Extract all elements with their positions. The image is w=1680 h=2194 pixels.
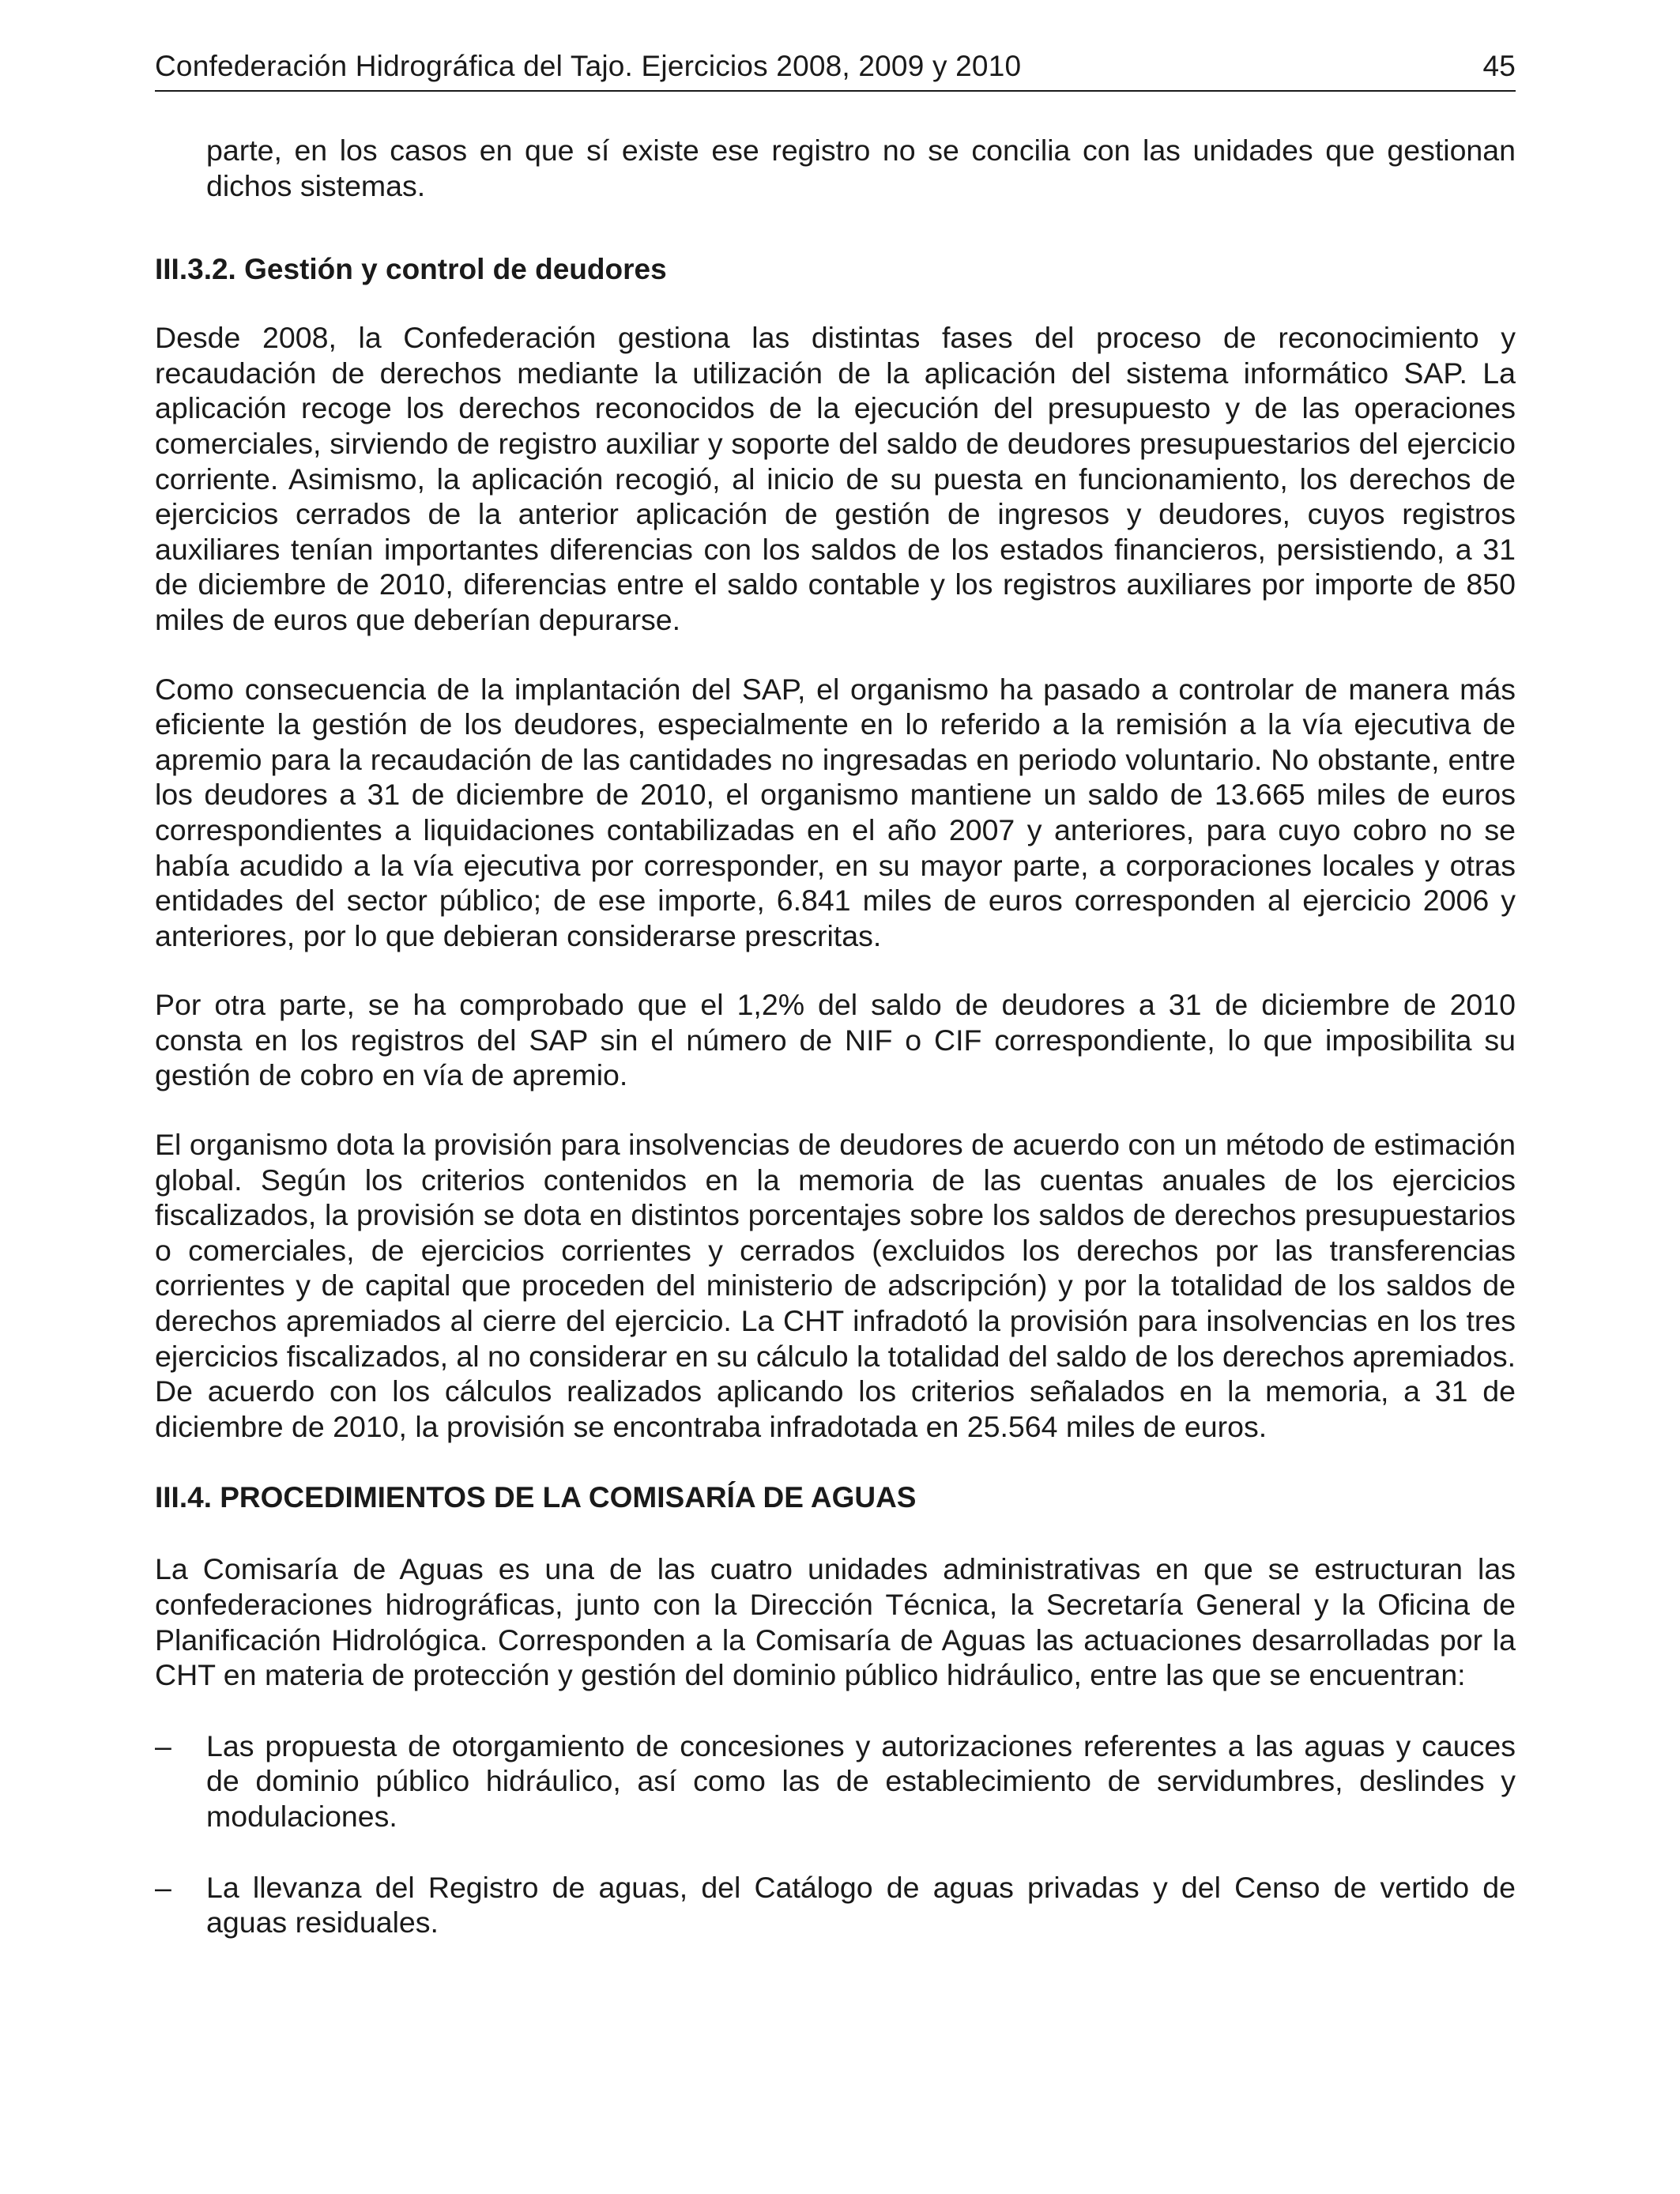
header-title: Confederación Hidrográfica del Tajo. Ejercicios 2008, 2009 y 2010 xyxy=(155,50,1022,82)
section-heading-comisaria-aguas: III.4. PROCEDIMIENTOS DE LA COMISARÍA DE AGUAS xyxy=(155,1481,917,1514)
list-item xyxy=(155,1728,1516,1834)
document-page xyxy=(155,44,1516,1940)
list-item xyxy=(155,1870,1516,1940)
list-item-text: Las propuesta de otorgamiento de concesiones y autorizaciones referentes a las aguas y cauces de dominio público hidráulico, así como las de establecimiento de servidumbres, deslindes y modulaciones. xyxy=(206,1728,1516,1833)
section-heading-gestion-deudores: III.3.2. Gestión y control de deudores xyxy=(155,253,667,286)
paragraph-implantacion-sap: Como consecuencia de la implantación del SAP, el organismo ha pasado a controlar de manera más eficiente la gestión de los deudores, especialmente en lo referido a la remisión a la vía ejecutiva de apremio para la recaudación de las cantidades no ingresadas en periodo voluntario. No obstante, entre los deudores a 31 de diciembre de 2010, el organismo mantiene un saldo de 13.665 miles de euros correspondientes a liquidaciones contabilizadas en el año 2007 y anteriores, para cuyo cobro no se había acudido a la vía ejecutiva por corresponder, en su mayor parte, a corporaciones locales y otras entidades del sector público; de ese importe, 6.841 miles de euros corresponden al ejercicio 2006 y anteriores, por lo que debieran considerarse prescritas. xyxy=(155,672,1516,952)
paragraph-nif-cif: Por otra parte, se ha comprobado que el 1,2% del saldo de deudores a 31 de diciembre de 2010 consta en los registros del SAP sin el número de NIF o CIF correspondiente, lo que imposibilita su gestión de cobro en vía de apremio. xyxy=(155,988,1516,1092)
paragraph-comisaria-intro: La Comisaría de Aguas es una de las cuatro unidades administrativas en que se estructuran las confederaciones hidrográficas, junto con la Dirección Técnica, la Secretaría General y la Oficina de Planificación Hidrológica. Corresponden a la Comisaría de Aguas las actuaciones desarrolladas por la CHT en materia de protección y gestión del dominio público hidráulico, entre las que se encuentran: xyxy=(155,1552,1516,1692)
page-number: 45 xyxy=(1482,50,1516,82)
dash-bullet-icon: – xyxy=(155,1870,171,1904)
running-header xyxy=(155,44,1516,92)
paragraph-sap-deudores: Desde 2008, la Confederación gestiona las distintas fases del proceso de reconocimiento y recaudación de derechos mediante la utilización de la aplicación del sistema informático SAP. La aplicación recoge los derechos reconocidos de la ejecución del presupuesto y de las operaciones comerciales, sirviendo de registro auxiliar y soporte del saldo de deudores presupuestarios del ejercicio corriente. Asimismo, la aplicación recogió, al inicio de su puesta en funcionamiento, los derechos de ejercicios cerrados de la anterior aplicación de gestión de ingresos y deudores, cuyos registros auxiliares tenían importantes diferencias con los saldos de los estados financieros, persistiendo, a 31 de diciembre de 2010, diferencias entre el saldo contable y los registros auxiliares por importe de 850 miles de euros que deberían depurarse. xyxy=(155,321,1516,636)
list-item-text: La llevanza del Registro de aguas, del Catálogo de aguas privadas y del Censo de vertido de aguas residuales. xyxy=(206,1870,1516,1940)
paragraph-provision-insolvencias: El organismo dota la provisión para insolvencias de deudores de acuerdo con un método de estimación global. Según los criterios contenidos en la memoria de las cuentas anuales de los ejercicios fiscalizados, la provisión se dota en distintos porcentajes sobre los saldos de derechos presupuestarios o comerciales, de ejercicios corrientes y cerrados (excluidos los derechos por las transferencias corrientes y de capital que proceden del ministerio de adscripción) y por la totalidad de los saldos de derechos apremiados al cierre del ejercicio. La CHT infradotó la provisión para insolvencias en los tres ejercicios fiscalizados, al no considerar en su cálculo la totalidad del saldo de los derechos apremiados. De acuerdo con los cálculos realizados aplicando los criterios señalados en la memoria, a 31 de diciembre de 2010, la provisión se encontraba infradotada en 25.564 miles de euros. xyxy=(155,1128,1516,1443)
comisaria-functions-list xyxy=(155,1728,1516,1940)
dash-bullet-icon: – xyxy=(155,1728,171,1762)
continuation-paragraph: parte, en los casos en que sí existe ese registro no se concilia con las unidades que gestionan dichos sistemas. xyxy=(206,134,1516,202)
